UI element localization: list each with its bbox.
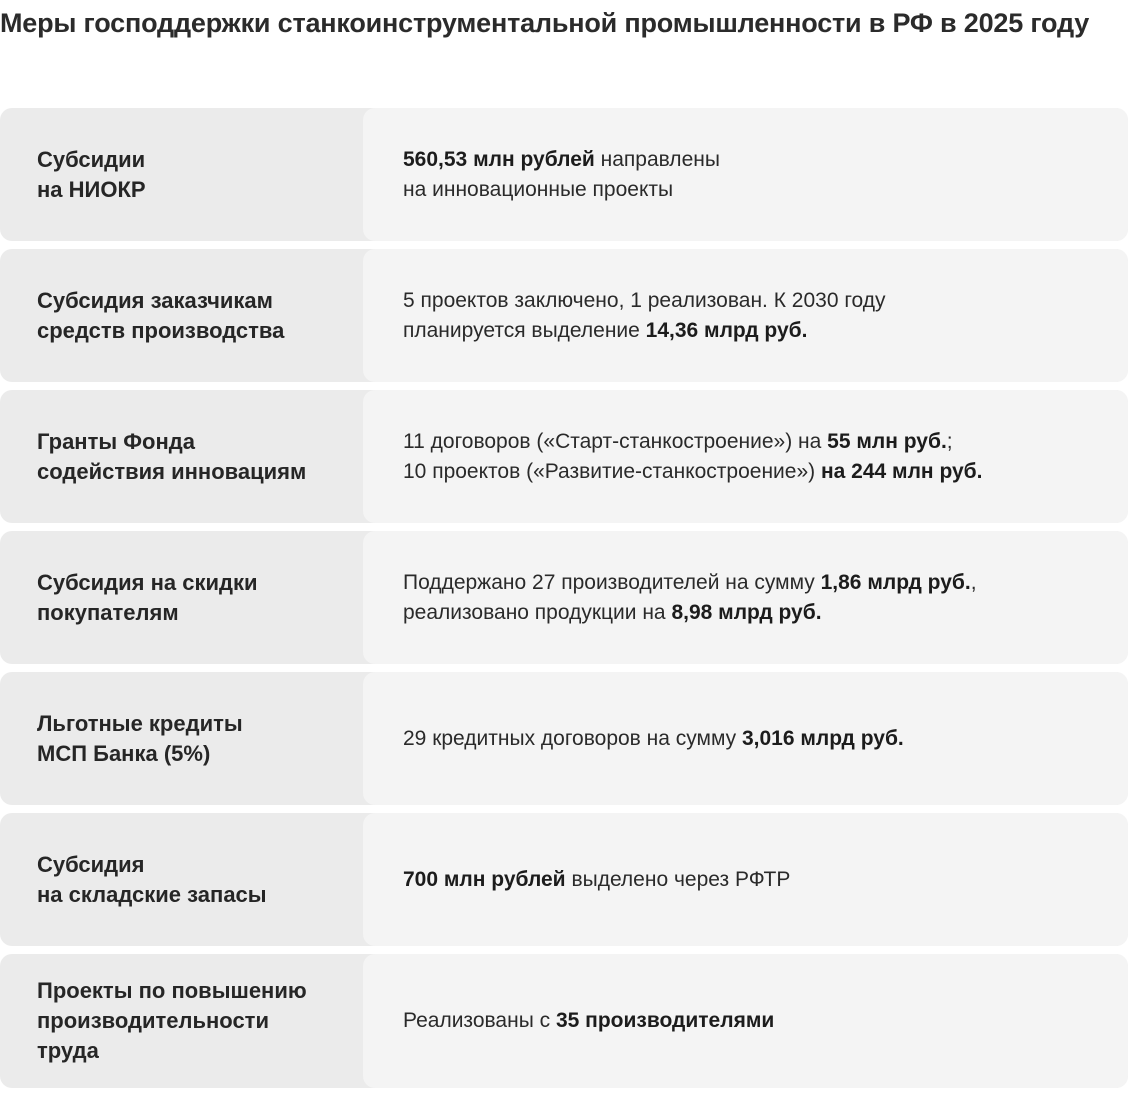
measure-value-cell: [363, 672, 1128, 805]
value-highlight: 700 млн рублей: [403, 867, 566, 891]
measure-row: [0, 390, 1128, 523]
value-highlight: 560,53 млн рублей: [403, 147, 595, 171]
measure-row: [0, 954, 1128, 1088]
value-highlight: 1,86 млрд руб.: [820, 570, 971, 594]
measure-row: [0, 672, 1128, 805]
page-title: Меры господдержки станкоинструментальной промышленности в РФ в 2025 году: [0, 8, 1090, 38]
measure-row: [0, 531, 1128, 664]
measure-value-cell: [363, 249, 1128, 382]
measure-row: [0, 249, 1128, 382]
value-text-part: Поддержано 27 производителей на сумму: [403, 570, 821, 594]
measure-row: [0, 813, 1128, 946]
measure-value: [403, 1006, 774, 1036]
value-text-part: направлены на инновационные проекты: [403, 147, 720, 201]
measure-label: Субсидия на скидки покупателям: [37, 569, 258, 625]
value-highlight: 8,98 млрд руб.: [671, 600, 822, 624]
measure-label: Льготные кредиты МСП Банка (5%): [37, 710, 243, 766]
measure-value: [403, 865, 790, 895]
measures-table: [0, 108, 1128, 1096]
measure-value-cell: [363, 813, 1128, 946]
measure-label: Проекты по повышению производительности труда: [37, 978, 307, 1063]
value-highlight: 35 производителями: [555, 1009, 775, 1032]
measure-value-cell: [363, 954, 1128, 1088]
value-text-part: 29 кредитных договоров на сумму: [403, 726, 742, 750]
measure-value: [403, 427, 982, 487]
measure-value: [403, 286, 886, 346]
value-highlight: на 244 млн руб.: [820, 459, 983, 483]
measure-value-cell: [363, 531, 1128, 664]
measure-label: Субсидия на складские запасы: [37, 851, 267, 907]
measure-value: [403, 568, 977, 628]
value-highlight: 55 млн руб.: [827, 429, 947, 453]
measure-value: [403, 145, 720, 205]
value-text-part: выделено через РФТР: [565, 867, 791, 891]
value-text-part: Реализованы с: [403, 1009, 556, 1032]
value-text-part: 5 проектов заключено, 1 реализован. К 2030 году планируется выделение: [403, 288, 886, 342]
measure-row: [0, 108, 1128, 241]
value-text-part: , реализовано продукции на: [403, 570, 977, 624]
measure-value-cell: [363, 108, 1128, 241]
value-highlight: 14,36 млрд руб.: [645, 318, 808, 342]
value-text-part: 11 договоров («Старт-станкостроение») на: [403, 429, 828, 453]
value-text-part: ; 10 проектов («Развитие-станкостроение»): [403, 429, 953, 483]
measure-label: Гранты Фонда содействия инновациям: [37, 428, 307, 484]
measure-label: Субсидия заказчикам средств производства: [37, 287, 285, 343]
measure-label: Субсидии на НИОКР: [37, 146, 146, 202]
measure-value: [403, 724, 904, 754]
value-highlight: 3,016 млрд руб.: [741, 726, 904, 750]
measure-value-cell: [363, 390, 1128, 523]
